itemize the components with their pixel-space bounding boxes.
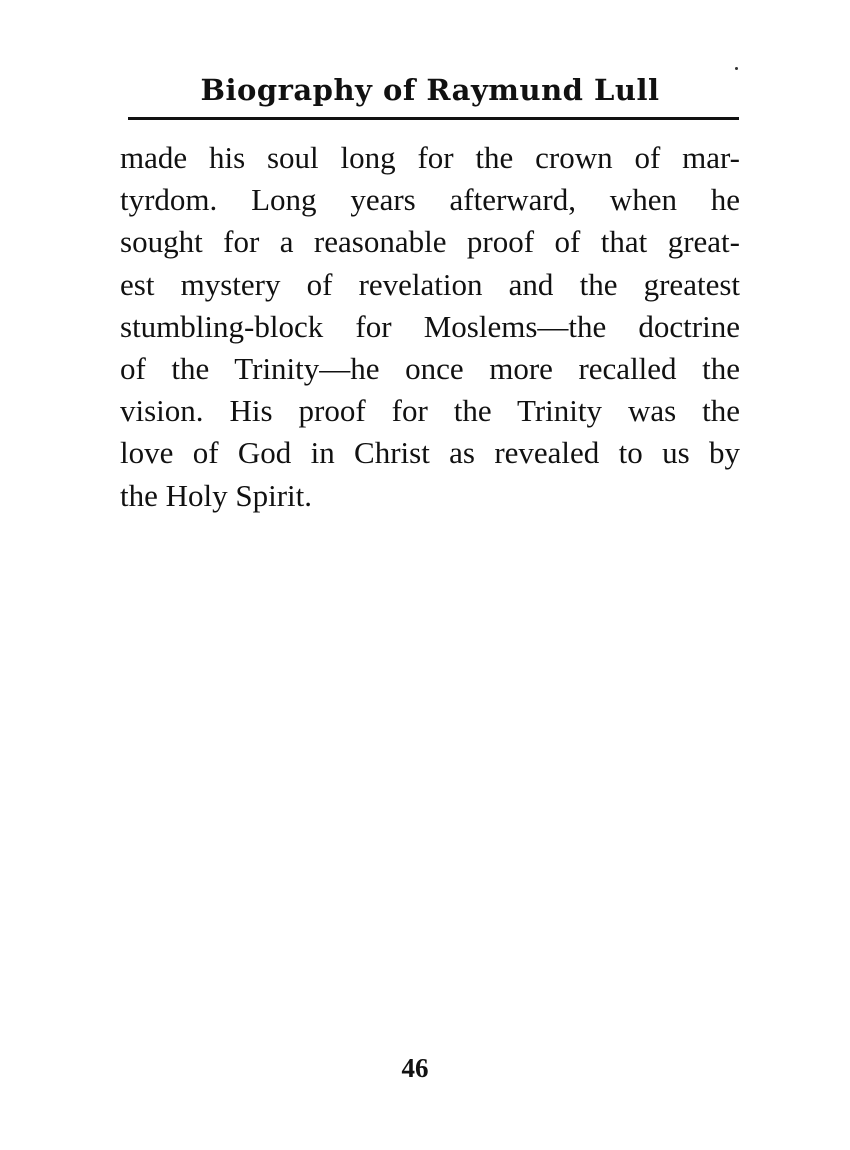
body-line: of the Trinity—he once more recalled the: [120, 351, 740, 387]
body-paragraph: [120, 137, 740, 517]
header-rule: [128, 117, 739, 120]
body-line: stumbling-block for Moslems—the doctrine: [120, 308, 740, 344]
body-line: sought for a reasonable proof of that great-: [120, 224, 740, 260]
print-speck: [735, 67, 738, 70]
body-line: tyrdom. Long years afterward, when he: [120, 182, 740, 218]
body-line: love of God in Christ as revealed to us by: [120, 435, 740, 471]
page-number: 46: [401, 1053, 429, 1083]
running-head-title: Biography of Raymund Lull: [200, 73, 660, 107]
body-line: the Holy Spirit.: [120, 477, 313, 513]
body-line: vision. His proof for the Trinity was the: [120, 393, 740, 429]
body-line: est mystery of revelation and the greatest: [120, 266, 740, 302]
body-line: made his soul long for the crown of mar-: [120, 140, 740, 175]
